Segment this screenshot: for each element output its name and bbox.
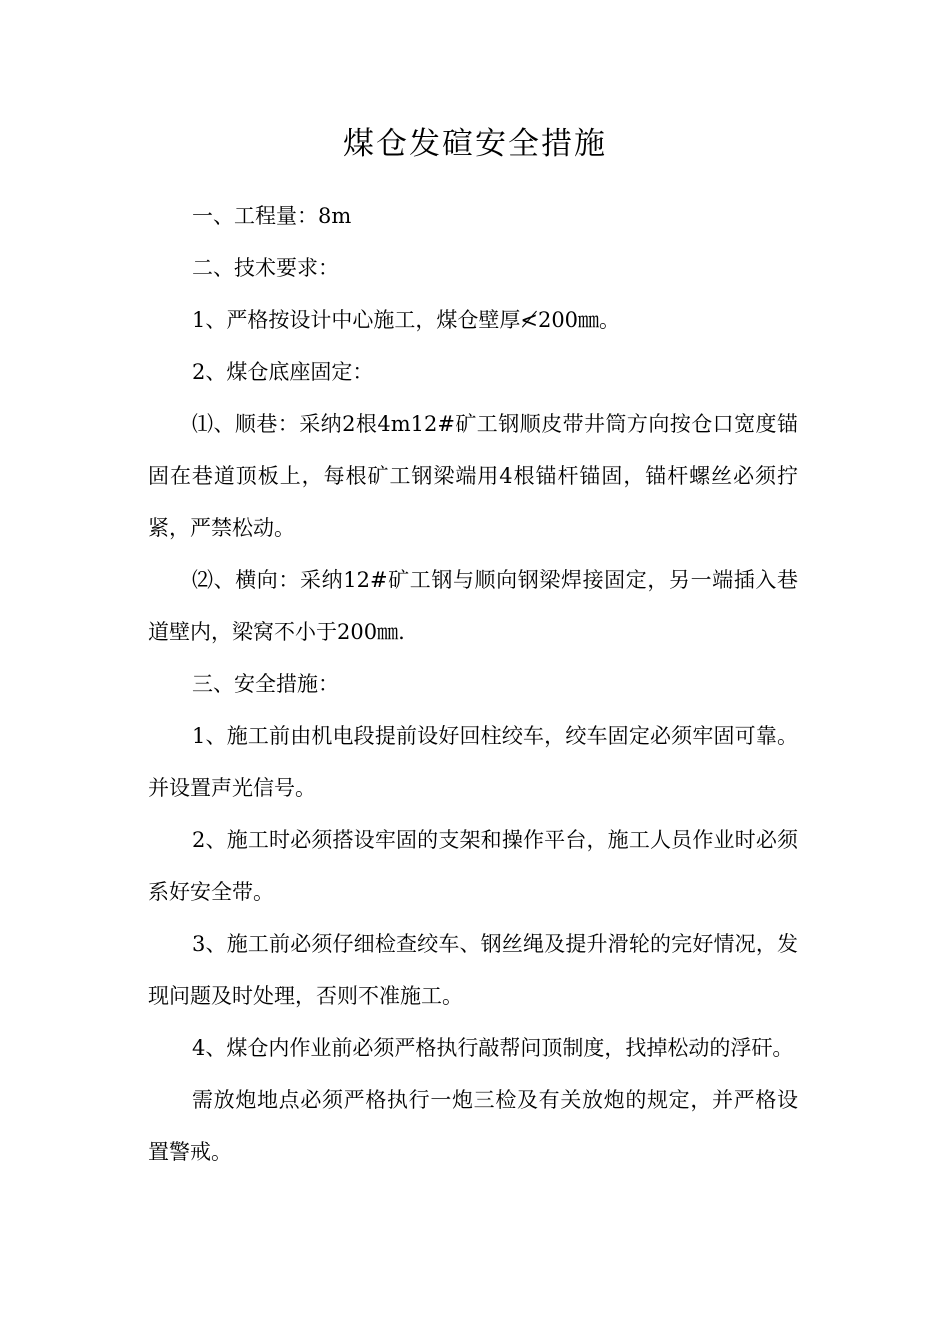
paragraph-tech-heading: 二、技术要求： bbox=[192, 256, 339, 280]
paragraph-safety-2: 2、施工时必须搭设牢固的支架和操作平台，施工人员作业时必须系好安全带。 bbox=[148, 828, 798, 904]
paragraph-tech-1: 1、严格按设计中心施工，煤仓壁厚≮200㎜。 bbox=[192, 308, 621, 332]
paragraph-tech-2-2: ⑵、横向：采纳12#矿工钢与顺向钢梁焊接固定，另一端插入巷道壁内，梁窝不小于200㎜. bbox=[148, 568, 798, 644]
document-body bbox=[148, 190, 798, 1178]
paragraph-blasting: 需放炮地点必须严格执行一炮三检及有关放炮的规定，并严格设置警戒。 bbox=[148, 1088, 798, 1164]
paragraph-safety-heading: 三、安全措施： bbox=[192, 672, 339, 696]
paragraph-safety-4: 4、煤仓内作业前必须严格执行敲帮问顶制度，找掉松动的浮矸。 bbox=[192, 1036, 794, 1060]
paragraph-safety-1: 1、施工前由机电段提前设好回柱绞车，绞车固定必须牢固可靠。并设置声光信号。 bbox=[148, 724, 798, 800]
paragraph-tech-2: 2、煤仓底座固定： bbox=[192, 360, 374, 384]
document-title: 煤仓发碹安全措施 bbox=[343, 126, 607, 162]
paragraph-quantity: 一、工程量：8m bbox=[192, 204, 352, 228]
paragraph-safety-3: 3、施工前必须仔细检查绞车、钢丝绳及提升滑轮的完好情况，发现问题及时处理，否则不准施工。 bbox=[148, 932, 798, 1008]
paragraph-tech-2-1: ⑴、顺巷：采纳2根4m12#矿工钢顺皮带井筒方向按仓口宽度锚固在巷道顶板上，每根矿工钢梁端用4根锚杆锚固，锚杆螺丝必须拧紧，严禁松动。 bbox=[148, 412, 798, 540]
